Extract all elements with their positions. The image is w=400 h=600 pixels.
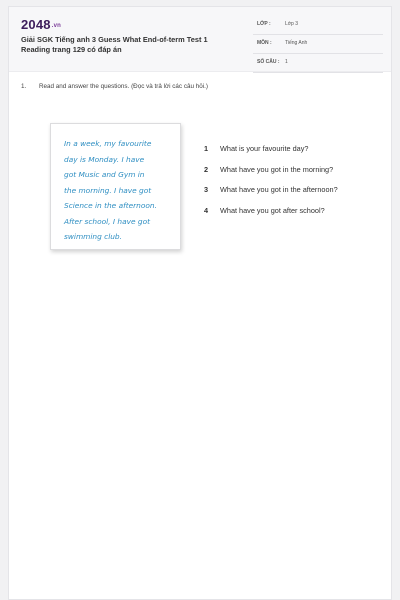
meta-row-class: [253, 17, 383, 35]
meta-row-question-count: [253, 55, 383, 73]
meta-label: LỚP :: [257, 21, 271, 27]
reading-passage-text: In a week, my favourite day is Monday. I have got Music and Gym in the morning. I have got Science in the afternoon. After school, I have got swimming club.: [64, 139, 157, 241]
question-instruction-text: Read and answer the questions. (Đọc và trả lời các câu hỏi.): [39, 83, 208, 90]
list-item-text: What have you got after school?: [220, 205, 325, 215]
list-item-number: 2: [204, 164, 209, 174]
meta-value: 1: [285, 59, 288, 65]
meta-value: Lớp 3: [285, 21, 299, 27]
meta-label: SỐ CÂU :: [257, 59, 280, 65]
document-page: [8, 6, 392, 600]
list-item-text: What have you got in the afternoon?: [220, 185, 338, 194]
meta-row-subject: [253, 36, 383, 54]
page-header: [9, 7, 391, 72]
question-instruction: [21, 83, 208, 90]
document-title: [21, 35, 251, 55]
list-item-number: 1: [204, 144, 209, 153]
list-item-text: What is your favourite day?: [220, 144, 309, 153]
meta-label: MÔN :: [257, 40, 272, 46]
list-item: [204, 185, 394, 206]
document-title-line-2: Reading trang 129 có đáp án: [21, 45, 122, 54]
meta-value: Tiếng Anh: [285, 40, 308, 46]
question-list: [204, 144, 394, 226]
list-item-number: 4: [204, 205, 209, 215]
document-title-line-1: Giải SGK Tiếng anh 3 Guess What End-of-term Test 1: [21, 35, 208, 44]
question-number: 1.: [21, 83, 27, 90]
site-logo[interactable]: [21, 17, 61, 32]
list-item-number: 3: [204, 185, 209, 194]
reading-passage-card: [50, 123, 181, 250]
list-item: [204, 144, 394, 165]
logo-suffix: .vn: [51, 23, 62, 29]
list-item-text: What have you got in the morning?: [220, 164, 334, 174]
list-item: [204, 165, 394, 186]
list-item: [204, 206, 394, 227]
logo-text: 2048: [21, 17, 51, 32]
document-meta: [253, 17, 383, 74]
